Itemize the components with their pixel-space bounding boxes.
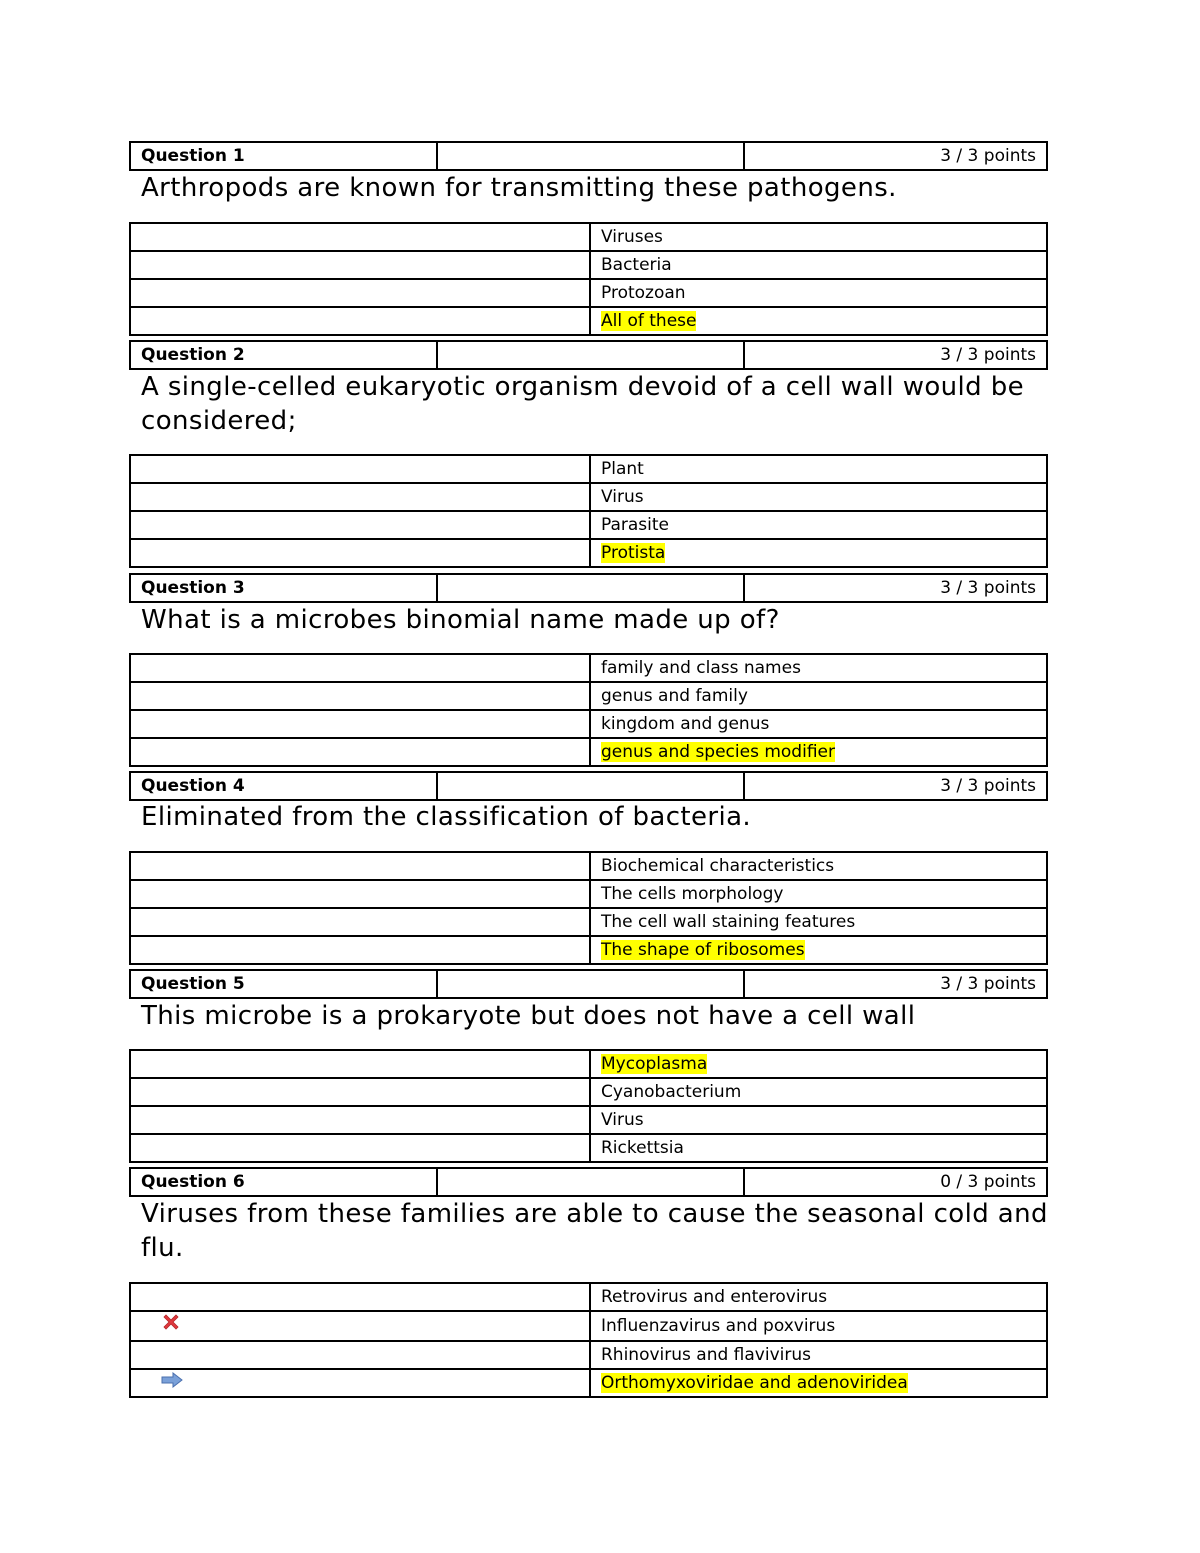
answer-row[interactable] — [130, 1078, 1047, 1106]
answer-row[interactable] — [130, 539, 1047, 567]
answer-row[interactable] — [130, 251, 1047, 279]
answer-text: family and class names — [590, 654, 1047, 682]
answer-row[interactable] — [130, 1311, 1047, 1341]
answer-row[interactable] — [130, 307, 1047, 335]
header-empty-cell — [437, 1168, 744, 1196]
answer-row[interactable] — [130, 1283, 1047, 1311]
answer-text: Parasite — [590, 511, 1047, 539]
answer-text: kingdom and genus — [590, 710, 1047, 738]
answer-text: Retrovirus and enterovirus — [590, 1283, 1047, 1311]
highlighted-answer: The shape of ribosomes — [601, 940, 805, 960]
header-empty-cell — [437, 142, 744, 170]
question-label: Question 5 — [130, 970, 437, 998]
question-6-answers — [129, 1282, 1048, 1398]
question-1-text: Arthropods are known for transmitting these pathogens. — [141, 173, 897, 203]
answer-row[interactable] — [130, 455, 1047, 483]
answer-text: The cell wall staining features — [590, 908, 1047, 936]
answer-text: Rhinovirus and flavivirus — [590, 1341, 1047, 1369]
header-empty-cell — [437, 772, 744, 800]
question-points: 3 / 3 points — [744, 772, 1047, 800]
answer-text: Rickettsia — [590, 1134, 1047, 1162]
answer-row[interactable] — [130, 908, 1047, 936]
question-5-text: This microbe is a prokaryote but does not have a cell wall — [141, 1001, 916, 1031]
header-empty-cell — [437, 574, 744, 602]
question-label: Question 2 — [130, 341, 437, 369]
answer-row[interactable] — [130, 738, 1047, 766]
question-2-answers — [129, 454, 1048, 568]
question-label: Question 3 — [130, 574, 437, 602]
answer-row[interactable] — [130, 483, 1047, 511]
answer-row[interactable] — [130, 1134, 1047, 1162]
answer-row[interactable] — [130, 223, 1047, 251]
question-5-answers — [129, 1049, 1048, 1163]
highlighted-answer: genus and species modifier — [601, 742, 835, 762]
answer-text: Protozoan — [590, 279, 1047, 307]
answer-row[interactable] — [130, 710, 1047, 738]
header-empty-cell — [437, 970, 744, 998]
answer-text: Virus — [590, 483, 1047, 511]
question-points: 3 / 3 points — [744, 341, 1047, 369]
question-4-text: Eliminated from the classification of bacteria. — [141, 802, 752, 832]
question-1-header — [129, 141, 1048, 171]
question-4-answers — [129, 851, 1048, 965]
answer-text: Virus — [590, 1106, 1047, 1134]
answer-row[interactable] — [130, 1341, 1047, 1369]
header-empty-cell — [437, 341, 744, 369]
question-points: 3 / 3 points — [744, 970, 1047, 998]
answer-row[interactable] — [130, 511, 1047, 539]
answer-text: The cells morphology — [590, 880, 1047, 908]
question-2-header — [129, 340, 1048, 370]
question-1-answers — [129, 222, 1048, 336]
question-label: Question 1 — [130, 142, 437, 170]
highlighted-answer: Orthomyxoviridae and adenoviridea — [601, 1373, 908, 1393]
answer-text: Biochemical characteristics — [590, 852, 1047, 880]
question-6-header — [129, 1167, 1048, 1197]
question-points: 3 / 3 points — [744, 142, 1047, 170]
answer-text: Influenzavirus and poxvirus — [590, 1311, 1047, 1341]
question-5-header — [129, 969, 1048, 999]
answer-row[interactable] — [130, 852, 1047, 880]
question-3-answers — [129, 653, 1048, 767]
answer-row[interactable] — [130, 1106, 1047, 1134]
answer-text: Bacteria — [590, 251, 1047, 279]
highlighted-answer: Protista — [601, 543, 666, 563]
question-label: Question 4 — [130, 772, 437, 800]
answer-row[interactable] — [130, 279, 1047, 307]
answer-row[interactable] — [130, 936, 1047, 964]
question-4-header — [129, 771, 1048, 801]
answer-row[interactable] — [130, 654, 1047, 682]
answer-row[interactable] — [130, 682, 1047, 710]
answer-text: genus and family — [590, 682, 1047, 710]
correct-answer-arrow-icon — [161, 1370, 183, 1396]
answer-row[interactable] — [130, 1050, 1047, 1078]
answer-text: Viruses — [590, 223, 1047, 251]
answer-row[interactable] — [130, 1369, 1047, 1397]
answer-row[interactable] — [130, 880, 1047, 908]
question-label: Question 6 — [130, 1168, 437, 1196]
question-2-text: A single-celled eukaryotic organism devoid of a cell wall would be considered; — [141, 372, 1025, 436]
answer-text: Cyanobacterium — [590, 1078, 1047, 1106]
question-3-header — [129, 573, 1048, 603]
highlighted-answer: All of these — [601, 311, 697, 331]
incorrect-x-icon — [161, 1312, 181, 1340]
question-6-text: Viruses from these families are able to cause the seasonal cold and flu. — [141, 1199, 1048, 1263]
question-points: 3 / 3 points — [744, 574, 1047, 602]
highlighted-answer: Mycoplasma — [601, 1054, 708, 1074]
answer-text: Plant — [590, 455, 1047, 483]
question-3-text: What is a microbes binomial name made up of? — [141, 605, 780, 635]
question-points: 0 / 3 points — [744, 1168, 1047, 1196]
